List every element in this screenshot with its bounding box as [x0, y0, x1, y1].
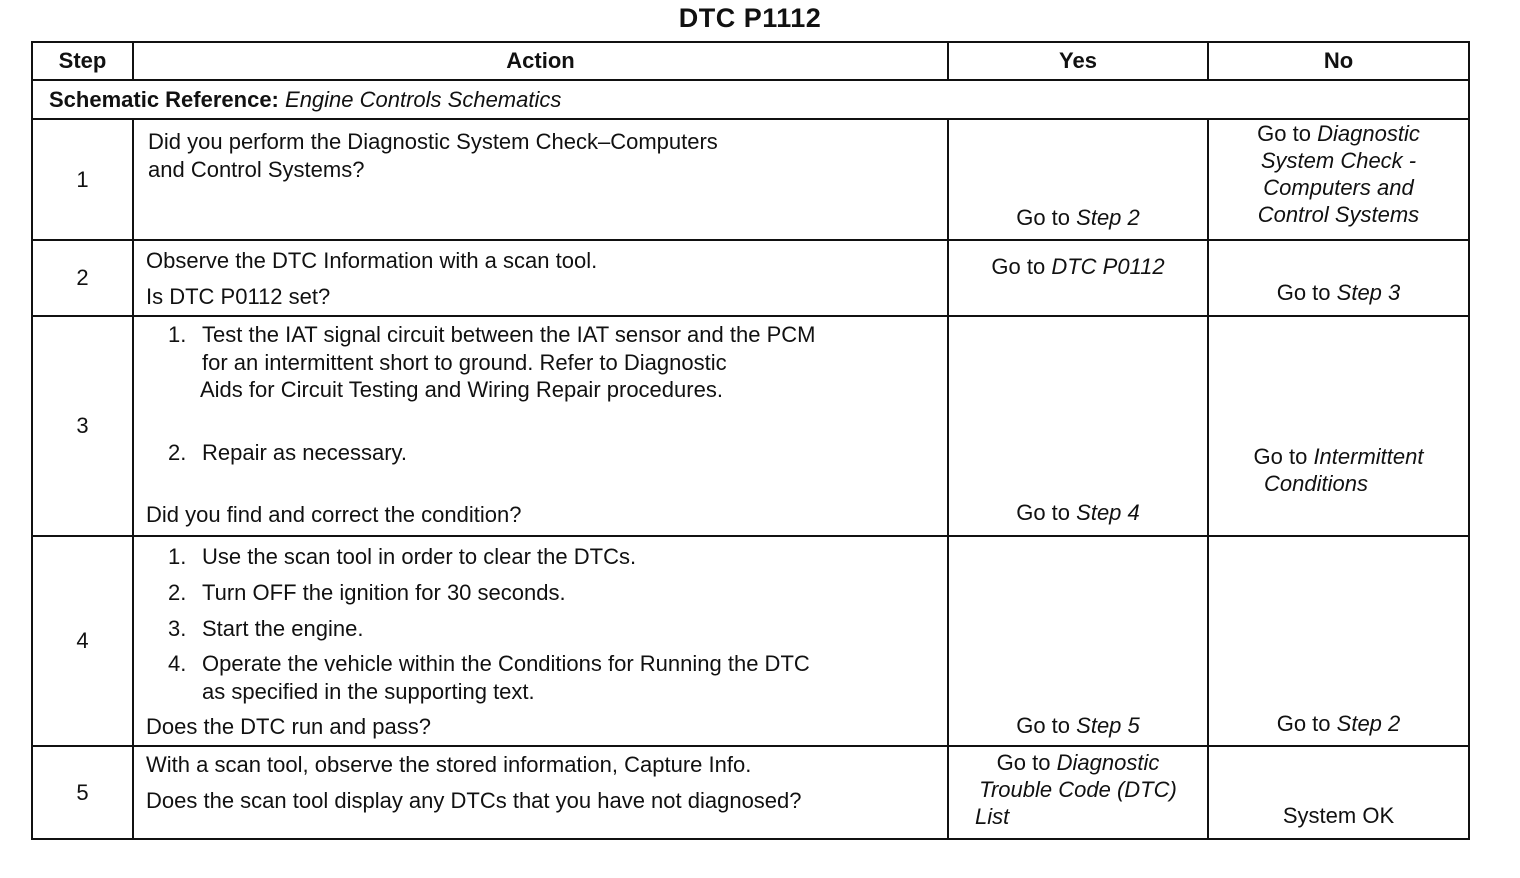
- header-step: Step: [32, 42, 133, 80]
- goto-target: Step 4: [1076, 500, 1140, 525]
- action-line: Observe the DTC Information with a scan tool.: [146, 248, 598, 273]
- goto-target-line: [1209, 174, 1468, 201]
- goto-label: Go to: [1253, 444, 1308, 469]
- action-cell: [133, 240, 948, 316]
- list-text: Aids for Circuit Testing and Wiring Repair procedures.: [200, 377, 723, 402]
- action-question: Does the DTC run and pass?: [146, 714, 431, 739]
- no-cell: [1208, 746, 1469, 839]
- no-result: System OK: [1282, 803, 1395, 828]
- list-item: [168, 439, 407, 466]
- yes-cell: [948, 746, 1208, 839]
- yes-cell: [948, 119, 1208, 240]
- header-row: [32, 42, 1469, 80]
- list-number: 4.: [168, 651, 187, 676]
- list-text: as specified in the supporting text.: [202, 679, 535, 704]
- no-cell: [1208, 536, 1469, 746]
- table-row-step-1: [32, 119, 1469, 240]
- goto-target-line: [1209, 147, 1468, 174]
- goto-label: Go to: [1016, 205, 1071, 230]
- yes-cell: [948, 316, 1208, 536]
- schematic-reference-row: [32, 80, 1469, 119]
- goto-target: Computers and: [1263, 175, 1414, 200]
- goto-target: Step 3: [1336, 280, 1401, 305]
- yes-goto: [949, 253, 1207, 280]
- goto-label: Go to: [1016, 500, 1071, 525]
- yes-cell: [948, 240, 1208, 316]
- goto-target: Step 5: [1076, 713, 1140, 738]
- action-line: and Control Systems?: [148, 157, 365, 182]
- goto-target: Diagnostic: [1317, 121, 1420, 146]
- yes-goto: [949, 204, 1207, 231]
- action-line: With a scan tool, observe the stored information, Capture Info.: [146, 752, 752, 777]
- goto-target-line: [949, 776, 1207, 803]
- goto-target: Trouble Code (DTC): [979, 777, 1177, 802]
- yes-goto: [949, 499, 1207, 526]
- no-goto: [1209, 120, 1468, 147]
- no-cell: [1208, 240, 1469, 316]
- schematic-reference-label: Schematic Reference:: [49, 86, 279, 112]
- action-question: Did you find and correct the condition?: [146, 502, 522, 527]
- list-item: [168, 321, 815, 348]
- goto-label: Go to: [1257, 121, 1311, 146]
- yes-cell: [948, 536, 1208, 746]
- goto-target: Conditions: [1264, 471, 1368, 496]
- goto-label: Go to: [1276, 280, 1331, 305]
- step-number: 2: [32, 240, 133, 316]
- goto-target: Step 2: [1076, 205, 1140, 230]
- yes-goto: [949, 749, 1207, 776]
- no-goto: [1209, 710, 1468, 737]
- goto-target: Intermittent: [1313, 444, 1424, 469]
- yes-goto: [949, 712, 1207, 739]
- step-number: 5: [32, 746, 133, 839]
- no-goto: [1209, 279, 1468, 306]
- step-number: 3: [32, 316, 133, 536]
- step-number: 4: [32, 536, 133, 746]
- no-cell: [1208, 119, 1469, 240]
- goto-target: List: [975, 804, 1010, 829]
- list-text: Start the engine.: [202, 616, 364, 641]
- goto-target-line: [975, 803, 1009, 830]
- header-action: Action: [133, 42, 948, 80]
- action-line: Does the scan tool display any DTCs that you have not diagnosed?: [146, 788, 802, 813]
- goto-target: DTC P0112: [1051, 254, 1165, 279]
- table-row-step-5: [32, 746, 1469, 839]
- table-row-step-3: [32, 316, 1469, 536]
- action-cell: [133, 536, 948, 746]
- action-line: Is DTC P0112 set?: [146, 284, 331, 309]
- list-item: [168, 650, 810, 677]
- list-number: 2.: [168, 580, 187, 605]
- list-text: Test the IAT signal circuit between the IAT sensor and the PCM: [202, 322, 816, 347]
- goto-target: Control Systems: [1257, 202, 1420, 227]
- action-cell: [133, 316, 948, 536]
- goto-target-line: [1209, 201, 1468, 228]
- list-number: 3.: [168, 616, 187, 641]
- list-text: Operate the vehicle within the Conditions for Running the DTC: [202, 651, 810, 676]
- goto-label: Go to: [991, 254, 1046, 279]
- list-text: for an intermittent short to ground. Refer to Diagnostic: [202, 350, 727, 375]
- list-number: 1.: [168, 544, 187, 569]
- list-text: Use the scan tool in order to clear the DTCs.: [202, 544, 637, 569]
- action-cell: [133, 746, 948, 839]
- page-title: DTC P1112: [678, 3, 822, 33]
- step-number: 1: [32, 119, 133, 240]
- list-item: [168, 579, 566, 606]
- goto-label: Go to: [1016, 713, 1071, 738]
- table-row-step-2: [32, 240, 1469, 316]
- action-line: Did you perform the Diagnostic System Check–Computers: [148, 129, 718, 154]
- header-yes: Yes: [948, 42, 1208, 80]
- schematic-reference-value: Engine Controls Schematics: [285, 86, 562, 112]
- list-text: Turn OFF the ignition for 30 seconds.: [202, 580, 566, 605]
- diagnostic-table: [31, 41, 1470, 840]
- list-number: 1.: [168, 322, 187, 347]
- goto-target: Step 2: [1336, 711, 1401, 736]
- goto-target-line: [1264, 470, 1368, 497]
- goto-target: Diagnostic: [1056, 750, 1160, 775]
- goto-target: System Check -: [1260, 148, 1417, 173]
- no-goto: [1209, 443, 1468, 470]
- no-cell: [1208, 316, 1469, 536]
- goto-label: Go to: [1276, 711, 1331, 736]
- table-row-step-4: [32, 536, 1469, 746]
- list-item: [168, 615, 363, 642]
- action-cell: [133, 119, 948, 240]
- list-text: Repair as necessary.: [202, 440, 408, 465]
- list-number: 2.: [168, 440, 187, 465]
- goto-label: Go to: [996, 750, 1051, 775]
- header-no: No: [1208, 42, 1469, 80]
- schematic-reference: [32, 80, 1469, 119]
- list-item: [168, 543, 636, 570]
